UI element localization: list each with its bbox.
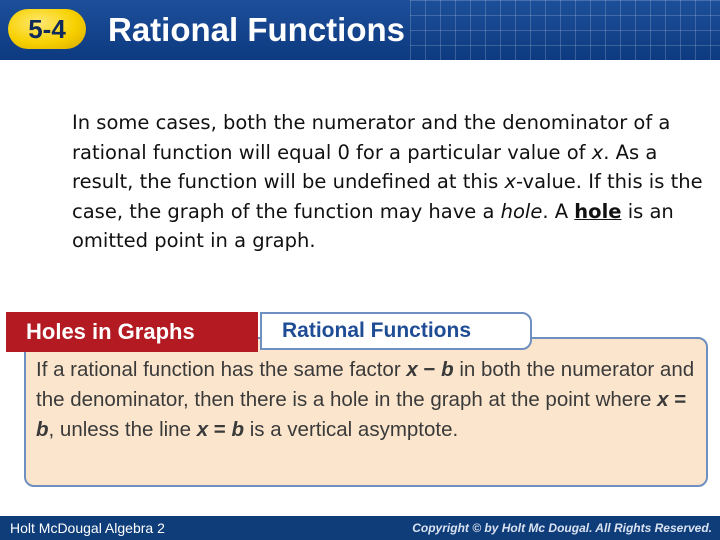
footer-copyright: Copyright © by Holt Mc Dougal. All Rights Reserved. [412, 521, 712, 535]
intro-paragraph [72, 108, 712, 256]
callout-text-4: is a vertical asymptote. [244, 418, 459, 441]
intro-var-x: x [591, 140, 604, 164]
intro-hole-italic: hole [500, 199, 543, 223]
hole-term: hole [574, 199, 622, 223]
math-equals: = [668, 388, 687, 411]
callout-text-2: in both the numerator and the denominator, then there is a hole in the graph at the point where [36, 358, 695, 411]
intro-text-4: . A [542, 199, 575, 223]
footer-publisher: Holt McDougal Algebra 2 [10, 520, 165, 536]
intro-text-1: In some cases, both the numerator and the denominator of a rational function will equal 0 for a particular value of [72, 111, 671, 164]
math-x: x [406, 358, 418, 381]
math-equals: = [208, 418, 232, 441]
intro-text-3: -value. If this is the case, the graph of the function may have a [72, 170, 703, 223]
math-b: b [441, 358, 454, 381]
intro-text-2: . As a result, the function will be undefined at this [72, 140, 658, 193]
math-x: x [196, 418, 209, 441]
intro-text-5: is an omitted point in a graph. [72, 199, 674, 252]
math-x: x [657, 388, 669, 411]
callout-tab-title: Holes in Graphs [6, 312, 258, 352]
callout-body [36, 355, 696, 445]
callout-tab-subtitle: Rational Functions [260, 312, 532, 350]
lesson-number-badge: 5-4 [8, 9, 86, 49]
intro-var-x-2: x [504, 170, 517, 193]
header-bar [0, 0, 720, 60]
math-minus: − [417, 358, 442, 381]
math-b: b [231, 418, 244, 441]
math-b: b [36, 418, 49, 441]
footer-bar [0, 516, 720, 540]
slide-title: Rational Functions [108, 11, 405, 48]
callout-text-3: , unless the line [48, 418, 197, 441]
header-grid-decoration [410, 0, 720, 60]
callout-text-1: If a rational function has the same factor [36, 358, 407, 381]
